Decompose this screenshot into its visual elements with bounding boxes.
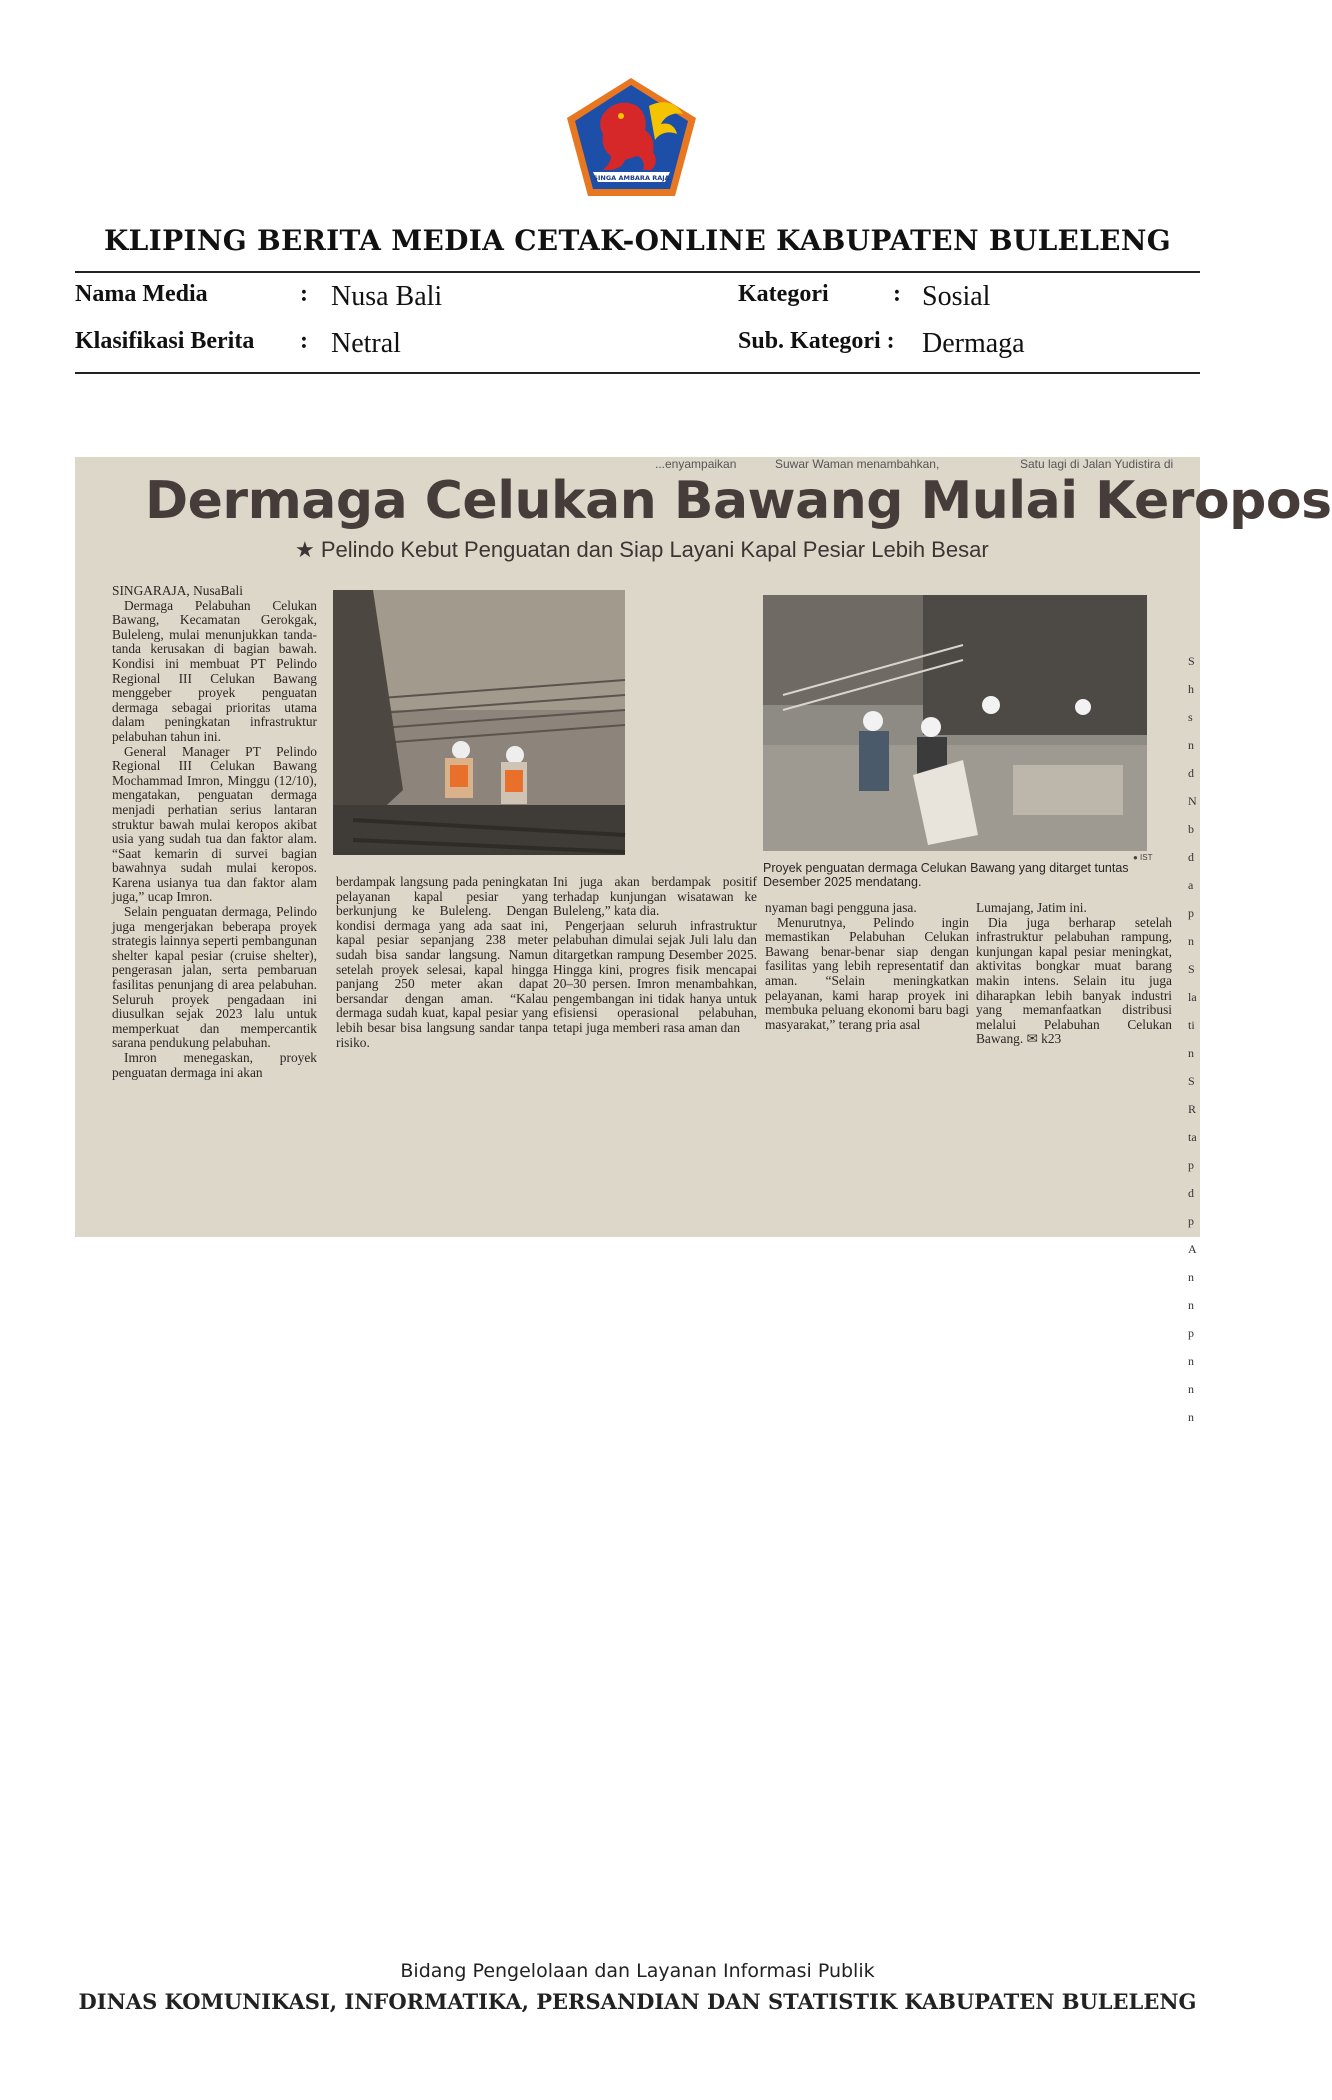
edge-letter: n — [1188, 934, 1194, 948]
header-rule-bottom — [75, 372, 1200, 374]
edge-letter: S — [1188, 1074, 1195, 1088]
kategori-label: Kategori — [738, 281, 829, 307]
edge-letter: S — [1188, 654, 1195, 668]
edge-letter: b — [1188, 822, 1194, 836]
logo-motto: SINGA AMBARA RAJA — [593, 174, 670, 182]
edge-letter: n — [1188, 1298, 1194, 1312]
edge-letter: d — [1188, 766, 1194, 780]
buleleng-regency-logo — [565, 76, 698, 198]
paragraph: berdampak langsung pada peningkatan pelayanan kapal pesiar yang berkunjung ke Buleleng. Dengan kondisi dermaga yang ada saat ini, kapal pesiar sepanjang 238 meter sudah bisa sandar langsung. Namun setelah proyek selesai, kapal hingga panjang 250 meter akan dapat bersandar dengan aman. “Kalau dermaga sudah kuat, kapal pesiar yang lebih besar bisa langsung sandar tanpa risiko. — [336, 874, 548, 1050]
article-column-2 — [336, 875, 548, 1050]
edge-letter: n — [1188, 1270, 1194, 1284]
top-fragment: Satu lagi di Jalan Yudistira di — [1020, 457, 1174, 471]
paragraph: General Manager PT Pelindo Regional III Celukan Bawang Mochammad Imron, Minggu (12/10), mengatakan, penguatan dermaga menjadi perhatian serius lantaran struktur bawah mulai keropos akibat usia yang sudah tua dan faktor alam. “Saat kemarin di survei bagian bawahnya sudah mulai keropos. Karena usianya tua dan faktor alam juga,” ucap Imron. — [112, 743, 317, 905]
paragraph: Selain penguatan dermaga, Pelindo juga mengerjakan beberapa proyek strategis lainnya seperti pembangunan shelter kapal pesiar (cruise shelter), pengerasan jalan, serta pembaruan fasilitas penunjang di area pelabuhan. Seluruh proyek pengadaan ini diusulkan sejak 2023 lalu untuk memperkuat dan mempercantik sarana pendukung pelabuhan. — [112, 904, 317, 1051]
dateline: SINGARAJA, NusaBali — [112, 583, 243, 598]
paragraph: Dermaga Pelabuhan Celukan Bawang, Kecamatan Gerokgak, Buleleng, mulai menunjukkan tanda-tanda kerusakan di bagian bawah. Kondisi ini membuat PT Pelindo Regional III Celukan Bawang menggeber proyek penguatan dermaga sebagai prioritas utama dalam peningkatan infrastruktur pelabuhan tahun ini. — [112, 597, 317, 744]
edge-letter: h — [1188, 682, 1194, 696]
paragraph: Ini juga akan berdampak positif terhadap kunjungan wisatawan ke Buleleng,” kata dia. — [553, 874, 757, 919]
edge-letter: a — [1188, 878, 1194, 892]
photo-dock-workers-mixer — [763, 595, 1147, 851]
article-subheadline: ★ Pelindo Kebut Penguatan dan Siap Layani Kapal Pesiar Lebih Besar — [295, 537, 989, 562]
photo-under-dock-workers — [333, 590, 625, 855]
edge-letter: la — [1188, 990, 1197, 1004]
edge-letter: n — [1188, 1354, 1194, 1368]
edge-letter: R — [1188, 1102, 1197, 1116]
edge-letter: N — [1188, 794, 1197, 808]
kategori-colon: : — [893, 281, 901, 307]
nama-media-value: Nusa Bali — [331, 281, 443, 312]
footer-agency: DINAS KOMUNIKASI, INFORMATIKA, PERSANDIAN DAN STATISTIK KABUPATEN BULELENG — [78, 1989, 1197, 2014]
edge-letter: p — [1188, 1158, 1194, 1172]
nama-media-label: Nama Media — [75, 281, 208, 307]
sub-kategori-label: Sub. Kategori : — [738, 328, 895, 354]
paragraph: Dia juga berharap setelah infrastruktur pelabuhan rampung, kunjungan kapal pesiar meningkat, aktivitas bongkar muat barang makin intens. Selain itu juga diharapkan lebih banyak industri yang memanfaatkan distribusi melalui Pelabuhan Celukan Bawang. ✉ k23 — [976, 914, 1172, 1047]
header-rule-top — [75, 271, 1200, 273]
paragraph: nyaman bagi pengguna jasa. — [765, 900, 917, 915]
edge-letter: A — [1188, 1242, 1197, 1256]
top-fragment: ...enyampaikan — [655, 457, 737, 471]
nama-media-colon: : — [300, 281, 308, 307]
edge-letter: d — [1188, 850, 1194, 864]
article-column-5 — [976, 901, 1172, 1047]
edge-letter: d — [1188, 1186, 1194, 1200]
photo-credit: ● IST — [1133, 853, 1153, 862]
edge-letter: p — [1188, 906, 1194, 920]
article-column-1 — [112, 584, 317, 1080]
edge-letter: n — [1188, 1410, 1194, 1424]
article-column-4 — [765, 901, 969, 1032]
klasifikasi-berita-colon: : — [300, 328, 308, 354]
edge-letter: p — [1188, 1326, 1194, 1340]
sub-kategori-value: Dermaga — [922, 328, 1025, 359]
footer-department: Bidang Pengelolaan dan Layanan Informasi Publik — [400, 1960, 875, 1982]
edge-letter: S — [1188, 962, 1195, 976]
paragraph: Pengerjaan seluruh infrastruktur pelabuhan dimulai sejak Juli lalu dan ditargetkan rampung Desember 2025. Hingga kini, progres fisik mencapai 20–30 persen. Imron menambahkan, pengembangan ini tidak hanya untuk efisiensi operasional pelabuhan, tetapi juga memberi rasa aman dan — [553, 917, 757, 1035]
clipping-top-fragments — [75, 457, 1200, 471]
article-column-3 — [553, 875, 757, 1036]
paragraph: Lumajang, Jatim ini. — [976, 900, 1087, 915]
top-fragment: Suwar Waman menambahkan, — [775, 457, 940, 471]
edge-letter: ti — [1188, 1018, 1195, 1032]
edge-letter: ta — [1188, 1130, 1197, 1144]
paragraph: Imron menegaskan, proyek penguatan dermaga ini akan — [112, 1050, 317, 1080]
klasifikasi-berita-value: Netral — [331, 328, 401, 359]
paragraph: Menurutnya, Pelindo ingin memastikan Pelabuhan Celukan Bawang benar-benar siap dengan fasilitas yang lebih representatif dan aman. “Selain meningkatkan pelayanan, kami harap proyek ini membuka peluang ekonomi baru bagi masyarakat,” terang pria asal — [765, 914, 969, 1032]
edge-letter: s — [1188, 710, 1193, 724]
klasifikasi-berita-label: Klasifikasi Berita — [75, 328, 255, 354]
newspaper-clipping — [75, 457, 1332, 1424]
article-headline: Dermaga Celukan Bawang Mulai Keropos — [145, 471, 1332, 531]
kategori-value: Sosial — [922, 281, 991, 312]
edge-letter: p — [1188, 1214, 1194, 1228]
edge-letter: n — [1188, 1382, 1194, 1396]
edge-letter: n — [1188, 738, 1194, 752]
photo-caption: Proyek penguatan dermaga Celukan Bawang yang ditarget tuntas Desember 2025 mendatang. — [763, 861, 1129, 889]
edge-letter: n — [1188, 1046, 1194, 1060]
adjacent-article-edge — [1188, 647, 1200, 1431]
document-title: KLIPING BERITA MEDIA CETAK-ONLINE KABUPATEN BULELENG — [104, 224, 1171, 257]
